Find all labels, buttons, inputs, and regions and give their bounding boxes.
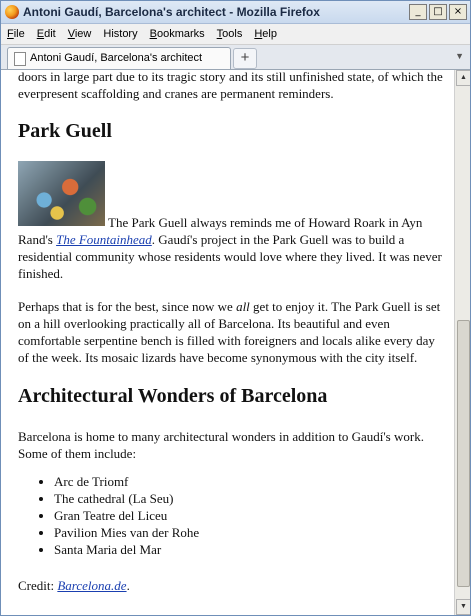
credit-link[interactable]: Barcelona.de (57, 578, 127, 593)
landmark-list (18, 473, 199, 558)
new-tab-button[interactable]: + (233, 48, 257, 69)
menu-bar (1, 24, 470, 45)
menu-edit-label: dit (44, 28, 56, 40)
fountainhead-link[interactable]: The Fountainhead (56, 232, 152, 247)
scroll-thumb[interactable] (457, 320, 470, 587)
vertical-scrollbar[interactable] (454, 70, 470, 615)
credit-end: . (126, 578, 130, 593)
maximize-button[interactable]: □ (429, 4, 447, 20)
park-p2-emphasis: all (236, 299, 250, 314)
credit-line (18, 577, 130, 594)
credit-label: Credit: (18, 578, 58, 593)
park-p1-text-b: . Gaudí's project in the Park Guell was to build a residential community whose residents would love where they lived. It was never finished. (18, 232, 442, 281)
menu-help[interactable] (248, 28, 283, 40)
menu-history-label: History (103, 28, 138, 40)
menu-help-mnemonic: H (254, 28, 263, 40)
menu-history[interactable] (97, 28, 143, 40)
menu-view-mnemonic: V (67, 28, 75, 40)
window-title: Antoni Gaudí, Barcelona's architect - Mozilla Firefox (23, 5, 320, 19)
park-p2-text-b: get to enjoy it. The Park Guell is set on a hill overlooking practically all of Barcelona. Its beautiful and even comfortable serpentine bench is filled with foreigners and locals alike every day of the week. Its mosaic lizards have become synonymous with the city itself. (18, 299, 441, 365)
menu-view-label: iew (74, 28, 92, 40)
menu-view[interactable] (62, 28, 98, 40)
park-guell-paragraph-1 (18, 214, 443, 282)
close-button[interactable]: × (449, 4, 467, 20)
menu-bookmarks-mnemonic: B (149, 28, 157, 40)
architectural-wonders-heading: Architectural Wonders of Barcelona (18, 385, 328, 407)
minimize-button[interactable]: _ (409, 4, 427, 20)
tab-title: Antoni Gaudí, Barcelona's architect (30, 52, 203, 64)
menu-file-mnemonic: F (7, 28, 14, 40)
list-item: • The cathedral (La Seu) (54, 490, 199, 507)
menu-file[interactable] (1, 28, 31, 40)
page-content (1, 70, 454, 615)
title-bar (1, 1, 470, 24)
tab-strip (1, 45, 470, 70)
intro-tail-paragraph: doors in large part due to its tragic story and its still unfinished state, of which the everpresent scaffolding and cranes are permanent reminders. (18, 70, 443, 101)
firefox-icon (5, 5, 19, 19)
list-item: • Santa Maria del Mar (54, 541, 199, 558)
park-guell-heading: Park Guell (18, 120, 112, 142)
architectural-wonders-paragraph: Barcelona is home to many architectural wonders in addition to Gaudí's work. Some of them include: (18, 429, 424, 461)
menu-edit-mnemonic: E (36, 28, 45, 40)
list-item: • Pavilion Mies van der Rohe (54, 524, 199, 541)
tab-list-icon[interactable]: ▼ (455, 51, 464, 61)
park-p1-text-a: The Park Guell always reminds me of Howard Roark in Ayn Rand's (18, 215, 423, 247)
menu-help-label: elp (262, 28, 277, 40)
scroll-up-icon[interactable]: ▲ (456, 70, 471, 86)
list-item: • Gran Teatre del Liceu (54, 507, 199, 524)
page-icon (14, 52, 26, 66)
park-p2-text-a: Perhaps that is for the best, since now we (18, 299, 237, 314)
window-controls (409, 4, 467, 20)
menu-tools[interactable] (211, 28, 249, 40)
park-guell-paragraph-2 (18, 298, 443, 366)
menu-bookmarks[interactable] (144, 28, 211, 40)
menu-file-label: ile (13, 28, 25, 40)
tab-active[interactable] (7, 47, 231, 69)
menu-edit[interactable] (31, 28, 62, 40)
scroll-down-icon[interactable]: ▼ (456, 599, 471, 615)
menu-tools-label: ools (222, 28, 243, 40)
menu-tools-mnemonic: T (216, 28, 223, 40)
menu-bookmarks-label: ookmarks (156, 28, 205, 40)
list-item: • Arc de Triomf (54, 473, 199, 490)
